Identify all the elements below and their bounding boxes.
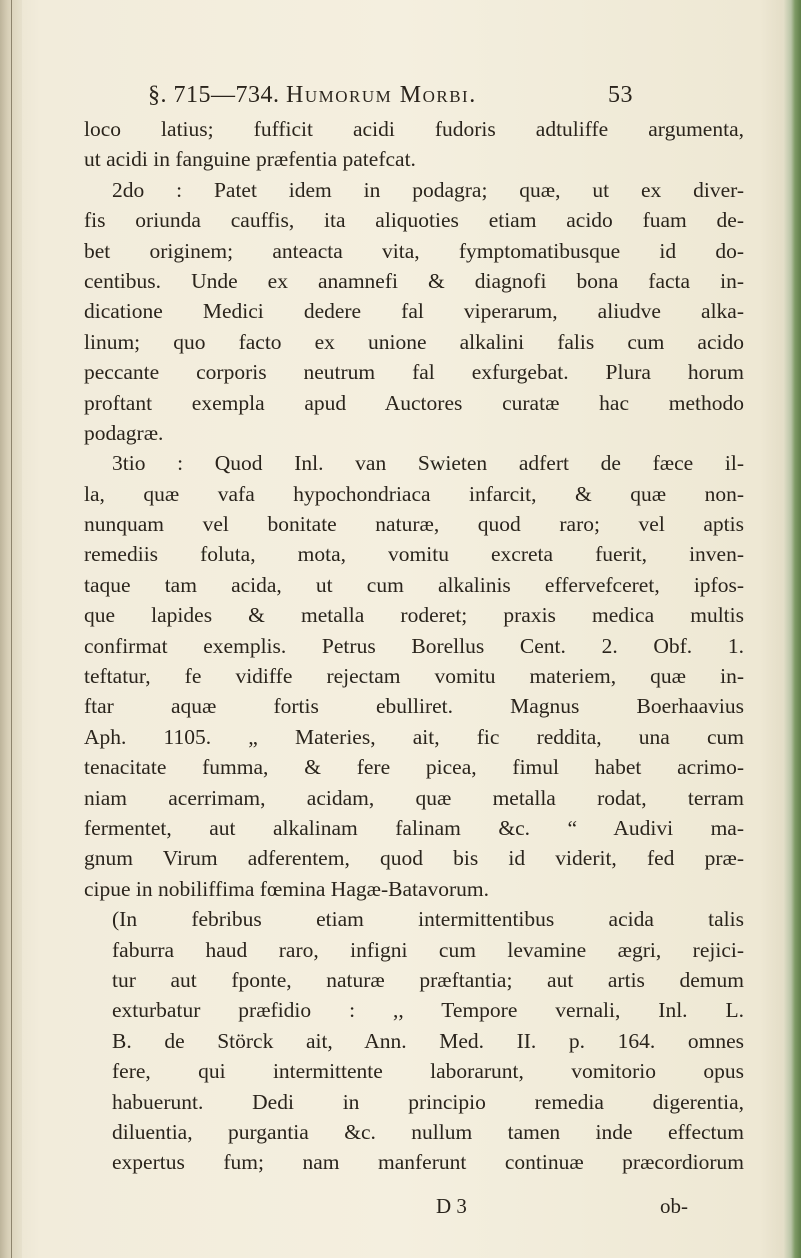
text-line: B. de Störck ait, Ann. Med. II. p. 164. omnes [112,1028,744,1053]
text-line: diluentia, purgantia &c. nullum tamen inde effectum [112,1119,744,1144]
page-footer [0,1194,801,1228]
text-line: 3tio : Quod Inl. van Swieten adfert de fæce il- [112,451,744,476]
text-line: ftar aquæ fortis ebulliret. Magnus Boerhaavius [84,694,744,719]
text-line: cipue in nobiliffima fœmina Hagæ-Batavorum. [84,876,490,901]
text-line: que lapides & metalla roderet; praxis medica multis [84,603,744,628]
text-line: centibus. Unde ex anamnefi & diagnofi bona facta in- [84,268,744,293]
text-line: exturbatur præfidio : ,, Tempore vernali, Inl. L. [112,998,744,1023]
binding-rule [11,0,12,1258]
section-range: §. 715—734. [148,82,280,108]
text-line: bet originem; anteacta vita, fymptomatibusque id do- [84,238,744,263]
text-line: habuerunt. Dedi in principio remedia digerentia, [112,1089,744,1114]
text-line: 2do : Patet idem in podagra; quæ, ut ex diver- [112,177,744,202]
text-line: fis oriunda cauffis, ita aliquoties etiam acido fuam de- [84,208,744,233]
text-line: nunquam vel bonitate naturæ, quod raro; vel aptis [84,512,744,537]
text-line: fermentet, aut alkalinam falinam &c. “ Audivi ma- [84,815,744,840]
text-line: dicatione Medici dedere fal viperarum, aliudve alka- [84,299,744,324]
text-line: expertus fum; nam manferunt continuæ præcordiorum [112,1150,744,1175]
text-line: loco latius; fufficit acidi fudoris adtuliffe argumenta, [84,117,744,141]
text-line: podagræ. [84,420,164,445]
text-line: tenacitate fumma, & fere picea, fimul habet acrimo- [84,755,744,780]
text-line: tur aut fponte, naturæ præftantia; aut artis demum [112,967,744,992]
text-line: gnum Virum adferentem, quod bis id viderit, fed præ- [84,846,744,871]
text-line: taque tam acida, ut cum alkalinis effervefceret, ipfos- [84,572,744,597]
text-line: remediis foluta, mota, vomitu excreta fuerit, inven- [84,542,744,567]
text-line: linum; quo facto ex unione alkalini falis cum acido [84,329,744,354]
page-number: 53 [608,82,633,108]
text-line: la, quæ vafa hypochondriaca infarcit, & quæ non- [84,481,744,506]
text-line: (In febribus etiam intermittentibus acida talis [112,907,744,932]
text-line: ut acidi in fanguine præfentia patefcat. [84,147,416,172]
running-title: Humorum Morbi. [286,82,477,108]
text-line: niam acerrimam, acidam, quæ metalla rodat, terram [84,785,744,810]
signature-mark: D 3 [436,1194,467,1218]
text-line: fere, qui intermittente laborarunt, vomitorio opus [112,1059,744,1084]
header-left [148,82,477,109]
text-line: teftatur, fe vidiffe rejectam vomitu materiem, quæ in- [84,664,744,689]
text-line: proftant exempla apud Auctores curatæ hac methodo [84,390,744,415]
body-text [84,114,744,1178]
text-line: Aph. 1105. „ Materies, ait, fic reddita, una cum [84,724,744,749]
text-line: peccante corporis neutrum fal exfurgebat. Plura horum [84,360,744,385]
text-line: confirmat exemplis. Petrus Borellus Cent. 2. Obf. 1. [84,633,744,658]
text-line: faburra haud raro, infigni cum levamine ægri, rejici- [112,937,744,962]
catchword: ob- [660,1194,688,1218]
page-right-edge [783,0,801,1258]
